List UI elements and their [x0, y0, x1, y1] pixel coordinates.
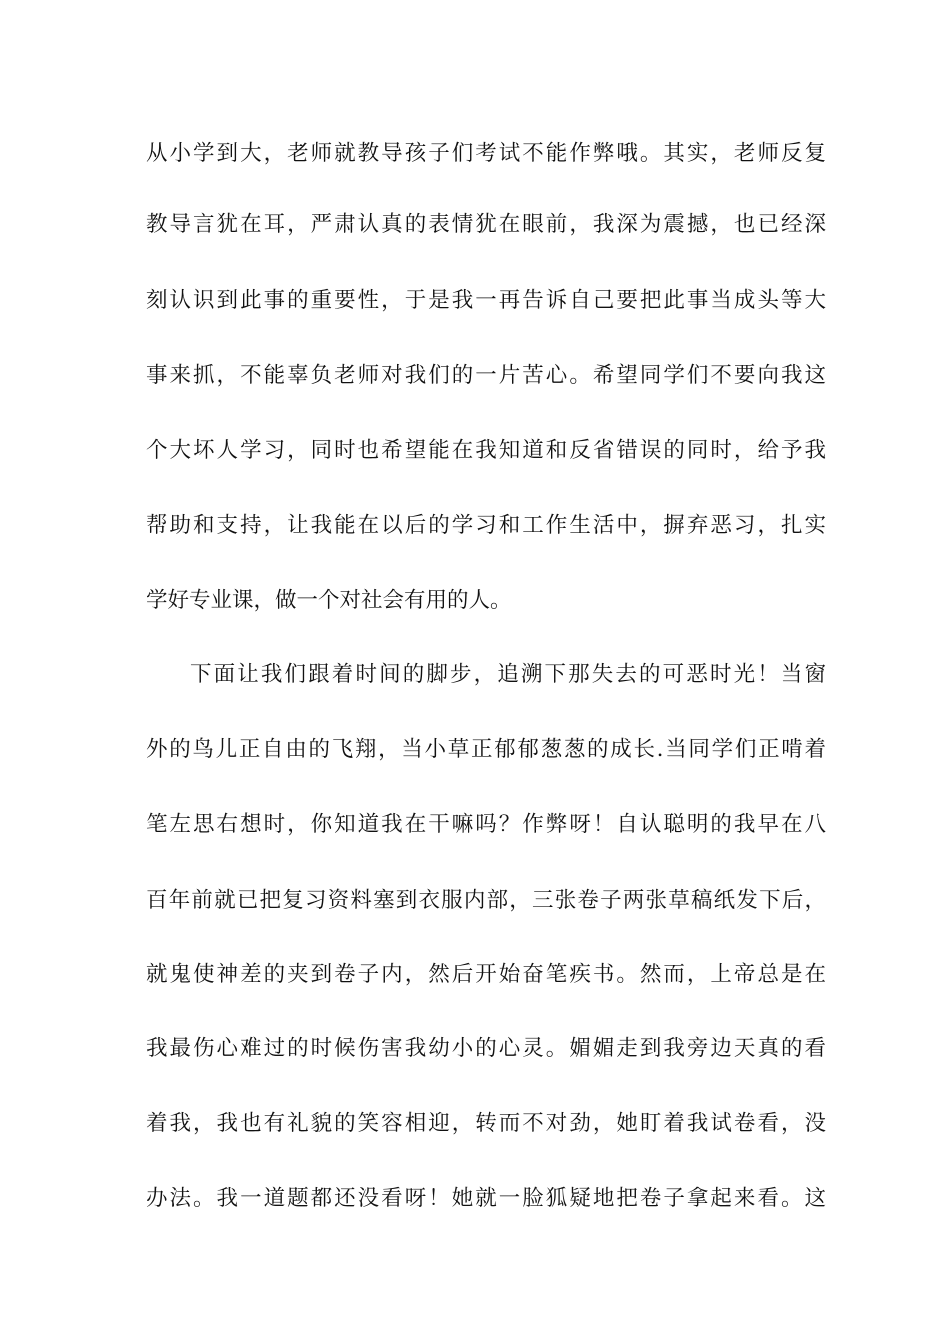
text-line: 帮助和支持，让我能在以后的学习和工作生活中，摒弃恶习，扎实	[146, 513, 826, 538]
text-line: 就鬼使神差的夹到卷子内，然后开始奋笔疾书。然而，上帝总是在	[146, 962, 826, 987]
text-line: 百年前就已把复习资料塞到衣服内部，三张卷子两张草稿纸发下后，	[146, 888, 826, 913]
text-line: 刻认识到此事的重要性，于是我一再告诉自己要把此事当成头等大	[146, 288, 826, 313]
text-line: 个大坏人学习，同时也希望能在我知道和反省错误的同时，给予我	[146, 438, 826, 463]
text-line: 教导言犹在耳，严肃认真的表情犹在眼前，我深为震撼，也已经深	[146, 212, 826, 237]
text-line: 外的鸟儿正自由的飞翔，当小草正郁郁葱葱的成长.当同学们正啃着	[146, 737, 826, 762]
text-line: 从小学到大，老师就教导孩子们考试不能作弊哦。其实，老师反复	[146, 141, 826, 166]
text-line: 事来抓，不能辜负老师对我们的一片苦心。希望同学们不要向我这	[146, 363, 826, 388]
text-line: 笔左思右想时，你知道我在干嘛吗？作弊呀！自认聪明的我早在八	[146, 812, 826, 837]
text-line: 下面让我们跟着时间的脚步，追溯下那失去的可恶时光！当窗	[190, 662, 826, 687]
text-line: 着我，我也有礼貌的笑容相迎，转而不对劲，她盯着我试卷看，没	[146, 1111, 826, 1136]
text-line: 学好专业课，做一个对社会有用的人。	[146, 588, 512, 613]
text-line: 我最伤心难过的时候伤害我幼小的心灵。媚媚走到我旁边天真的看	[146, 1036, 826, 1061]
text-line: 办法。我一道题都还没看呀！她就一脸狐疑地把卷子拿起来看。这	[146, 1186, 826, 1211]
